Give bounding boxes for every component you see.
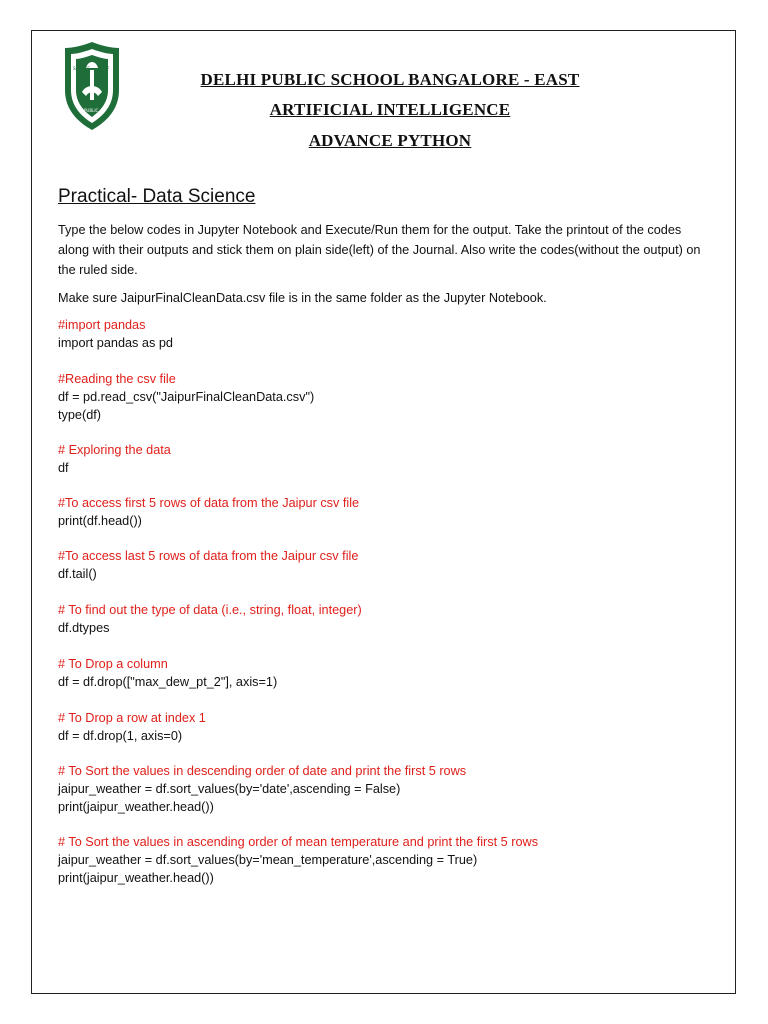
code-comment: # To Sort the values in ascending order of mean temperature and print the first 5 rows (58, 835, 539, 849)
school-crest-icon (62, 40, 122, 132)
code-line: import pandas as pd (58, 336, 173, 350)
code-line: print(jaipur_weather.head()) (58, 800, 214, 814)
code-line: df (58, 461, 69, 475)
school-name-heading: DELHI PUBLIC SCHOOL BANGALORE - EAST (200, 70, 580, 89)
code-block (58, 494, 718, 530)
code-line: jaipur_weather = df.sort_values(by='date',ascending = False) (58, 782, 401, 796)
crest-motto-left: SERVICE (73, 66, 90, 71)
code-line: print(jaipur_weather.head()) (58, 871, 214, 885)
code-line: df = df.drop(["max_dew_pt_2"], axis=1) (58, 675, 278, 689)
code-block (58, 601, 718, 637)
code-block (58, 316, 718, 352)
code-comment: # To Sort the values in descending order of date and print the first 5 rows (58, 764, 467, 778)
code-line: jaipur_weather = df.sort_values(by='mean_temperature',ascending = True) (58, 853, 478, 867)
code-comment: #Reading the csv file (58, 372, 176, 386)
code-block (58, 709, 718, 745)
code-comment: #import pandas (58, 318, 146, 332)
code-block (58, 547, 718, 583)
code-line: df = pd.read_csv("JaipurFinalCleanData.csv") (58, 390, 315, 404)
code-line: df.dtypes (58, 621, 110, 635)
intro-paragraph: Type the below codes in Jupyter Notebook and Execute/Run them for the output. Take the printout of the codes along with their outputs and stick them on plain side(left) of the Journal. Also write the codes(without the output) on the ruled side. (58, 223, 701, 277)
code-block (58, 762, 718, 816)
code-block (58, 655, 718, 691)
crest-motto-right: SELF (100, 66, 110, 71)
code-block (58, 833, 718, 887)
subject-heading: ARTIFICIAL INTELLIGENCE (269, 100, 511, 119)
section-title: Practical- Data Science (58, 186, 256, 207)
code-block (58, 370, 718, 424)
code-comment: # To find out the type of data (i.e., string, float, integer) (58, 603, 362, 617)
crest-motto-bottom: PUBLIC (84, 108, 99, 113)
topic-heading: ADVANCE PYTHON (308, 131, 472, 150)
code-comment: # Exploring the data (58, 443, 171, 457)
code-comment: #To access last 5 rows of data from the Jaipur csv file (58, 549, 359, 563)
code-comment: # To Drop a row at index 1 (58, 711, 206, 725)
code-line: print(df.head()) (58, 514, 142, 528)
code-line: df.tail() (58, 567, 97, 581)
code-line: df = df.drop(1, axis=0) (58, 729, 183, 743)
csv-note-paragraph: Make sure JaipurFinalCleanData.csv file is in the same folder as the Jupyter Notebook. (58, 291, 547, 305)
code-comment: #To access first 5 rows of data from the Jaipur csv file (58, 496, 360, 510)
code-line: type(df) (58, 408, 102, 422)
code-block (58, 441, 718, 477)
code-comment: # To Drop a column (58, 657, 168, 671)
